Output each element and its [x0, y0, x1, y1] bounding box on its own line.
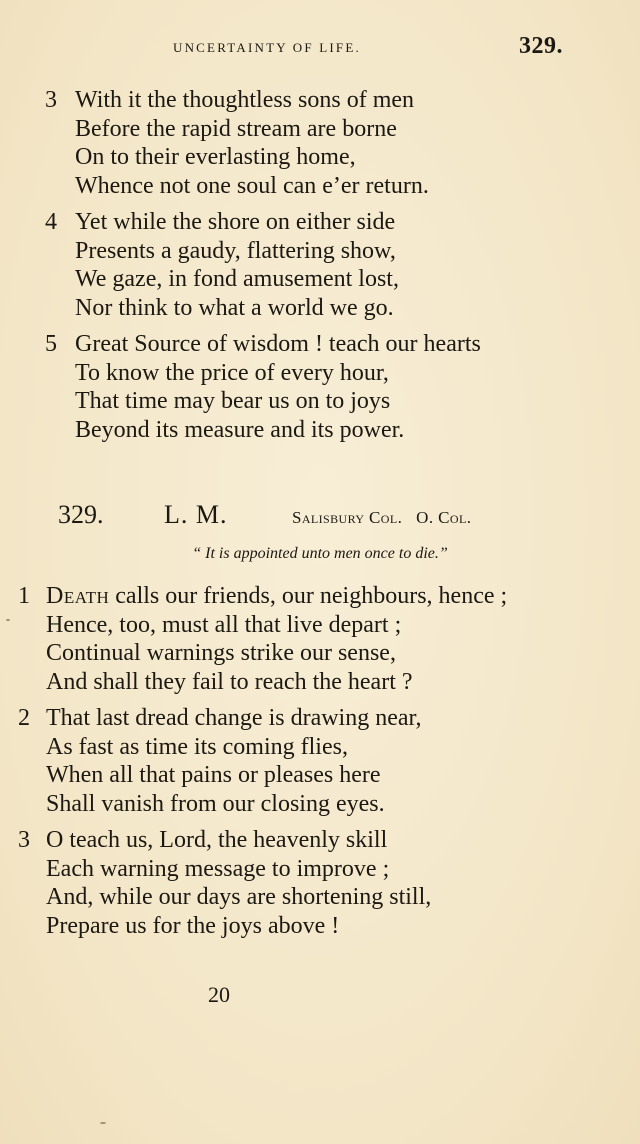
running-head-title: UNCERTAINTY OF LIFE.	[173, 40, 361, 55]
verse-line: On to their everlasting home,	[75, 144, 356, 170]
verse-line: Shall vanish from our closing eyes.	[46, 790, 385, 817]
verse-line: Hence, too, must all that live depart ;	[46, 611, 402, 638]
hymn-heading	[0, 500, 640, 534]
signature-mark: 20	[208, 982, 230, 1007]
hymn-number: 329.	[58, 500, 104, 529]
drop-word: Death	[46, 583, 110, 609]
verse-line: When all that pains or pleases here	[46, 762, 381, 788]
verse-line: And, while our days are shortening still,	[46, 884, 432, 910]
stanza-number: 2	[18, 705, 30, 731]
verse-line: As fast as time its coming flies,	[46, 733, 348, 760]
verse-line: And shall they fail to reach the heart ?	[46, 668, 413, 695]
stanza-number: 3	[18, 827, 30, 853]
paper-speck	[100, 1122, 106, 1124]
stanza-number: 5	[45, 331, 57, 357]
verse-line: Continual warnings strike our sense,	[46, 640, 396, 666]
verse-line: That time may bear us on to joys	[75, 388, 391, 414]
hymn-meter: L. M.	[164, 500, 228, 529]
verse-line: Prepare us for the joys above !	[46, 912, 340, 939]
stanza-number: 1	[18, 583, 30, 609]
verse-line: To know the price of every hour,	[75, 359, 389, 386]
paper-speck	[6, 619, 10, 621]
verse-line-first	[46, 582, 507, 611]
verse-line: We gaze, in fond amusement lost,	[75, 266, 399, 292]
verse-line: O teach us, Lord, the heavenly skill	[46, 827, 388, 853]
first-line-rest: calls our friends, our neighbours, hence ;	[109, 583, 508, 609]
verse-line: That last dread change is drawing near,	[46, 705, 422, 731]
stanza-number: 4	[45, 209, 57, 235]
verse-line: Whence not one soul can e’er return.	[75, 172, 429, 199]
verse-line: Beyond its measure and its power.	[75, 416, 405, 443]
verse-line: Great Source of wisdom ! teach our hearts	[75, 331, 481, 357]
verse-line: Before the rapid stream are borne	[75, 115, 397, 142]
verse-line: Nor think to what a world we go.	[75, 294, 394, 321]
verse-line: With it the thoughtless sons of men	[75, 87, 415, 113]
hymn-epigraph: “ It is appointed unto men once to die.”	[192, 545, 448, 562]
page-number: 329.	[519, 33, 563, 59]
running-head	[0, 34, 640, 58]
stanza-number: 3	[45, 87, 57, 113]
verse-line: Presents a gaudy, flattering show,	[75, 237, 396, 264]
verse-line: Yet while the shore on either side	[75, 209, 396, 235]
verse-line: Each warning message to improve ;	[46, 855, 390, 882]
hymn-tunes: Salisbury Col. O. Col.	[292, 508, 472, 527]
